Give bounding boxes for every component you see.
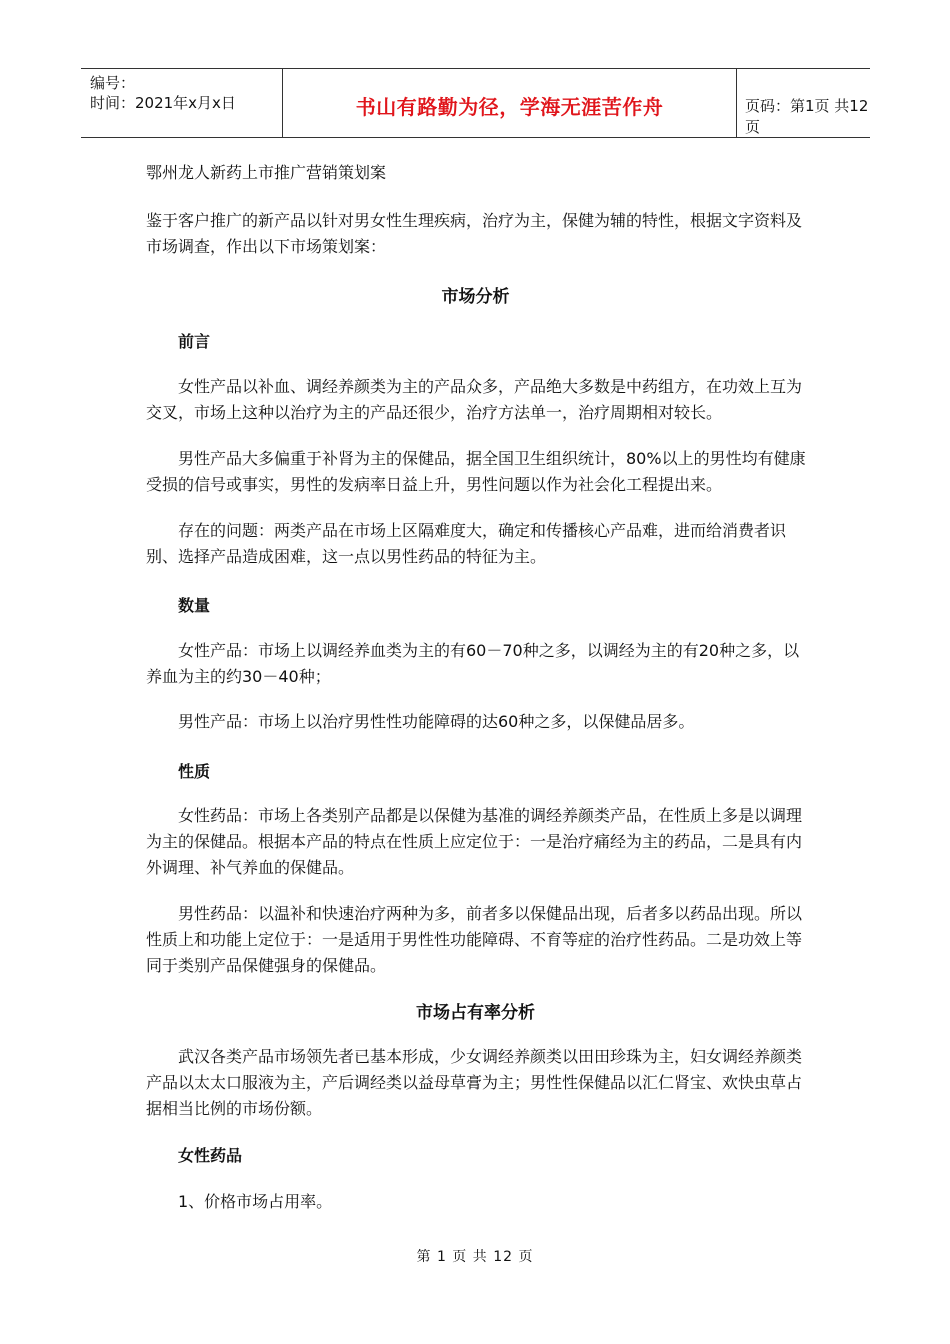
paragraph-male-products: 男性产品大多偏重于补肾为主的保健品，据全国卫生组织统计，80%以上的男性均有健康受损的信号或事实，男性的发病率日益上升，男性问题以作为社会化工程提出来。 [146, 449, 806, 494]
subheading-quantity: 数量 [178, 596, 211, 615]
section-heading-market-analysis: 市场分析 [441, 287, 510, 307]
subheading-preface: 前言 [178, 332, 211, 351]
intro-paragraph: 鉴于客户推广的新产品以针对男女性生理疾病，治疗为主，保健为辅的特性，根据文字资料及市场调查，作出以下市场策划案： [146, 211, 803, 256]
subheading-female-drugs: 女性药品 [178, 1146, 243, 1165]
header-page-cell [736, 69, 870, 137]
paragraph-quantity-female: 女性产品：市场上以调经养血类为主的有60－70种之多，以调经为主的有20种之多，以养血为主的约30－40种； [146, 641, 800, 686]
paragraph-problems: 存在的问题：两类产品在市场上区隔难度大，确定和传播核心产品难，进而给消费者识别、选择产品造成困难，这一点以男性药品的特征为主。 [146, 521, 787, 566]
subheading-nature: 性质 [178, 762, 211, 781]
paragraph-female-products: 女性产品以补血、调经养颜类为主的产品众多，产品绝大多数是中药组方，在功效上互为交叉，市场上这种以治疗为主的产品还很少，治疗方法单一，治疗周期相对较长。 [146, 377, 803, 422]
paragraph-nature-female: 女性药品：市场上各类别产品都是以保健为基准的调经养颜类产品，在性质上多是以调理为主的保健品。根据本产品的特点在性质上应定位于：一是治疗痛经为主的药品，二是具有内外调理、补气养血的保健品。 [146, 806, 803, 877]
page-footer: 第 1 页 共 12 页 [416, 1249, 534, 1265]
page-header [81, 68, 870, 138]
header-meta-cell [81, 69, 282, 137]
motto: 书山有路勤为径，学海无涯苦作舟 [355, 95, 664, 119]
list-item-price-share: 1、价格市场占用率。 [178, 1192, 333, 1211]
document-title: 鄂州龙人新药上市推广营销策划案 [146, 163, 387, 182]
header-motto-cell [282, 69, 737, 137]
time-label: 时间：2021年x月x日 [90, 94, 236, 112]
code-label: 编号： [90, 74, 136, 92]
paragraph-market-share: 武汉各类产品市场领先者已基本形成，少女调经养颜类以田田珍珠为主，妇女调经养颜类产品以太太口服液为主，产后调经类以益母草膏为主；男性性保健品以汇仁肾宝、欢快虫草占据相当比例的市场份额。 [146, 1047, 803, 1118]
section-heading-market-share: 市场占有率分析 [416, 1003, 535, 1023]
header-page-info: 页码：第1页 共12页 [745, 97, 869, 136]
paragraph-nature-male: 男性药品：以温补和快速治疗两种为多，前者多以保健品出现，后者多以药品出现。所以性质上和功能上定位于：一是适用于男性性功能障碍、不育等症的治疗性药品。二是功效上等同于类别产品保健强身的保健品。 [146, 904, 803, 975]
paragraph-quantity-male: 男性产品：市场上以治疗男性性功能障碍的达60种之多，以保健品居多。 [178, 712, 695, 731]
